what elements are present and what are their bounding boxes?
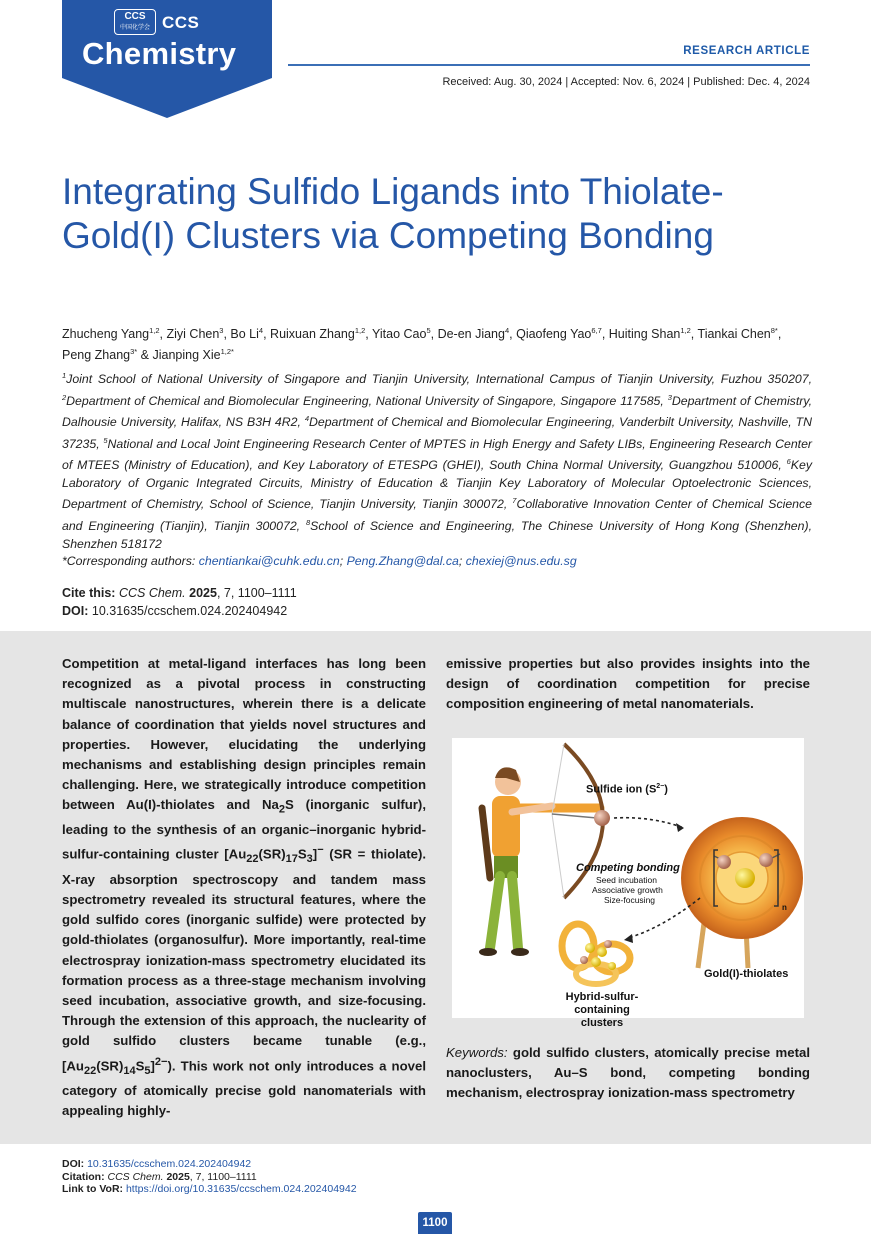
mechanism-step: Seed incubation bbox=[596, 875, 657, 885]
author-name: Ruixuan Zhang$^{1,2}$ bbox=[270, 326, 366, 342]
footer-citation-line: Citation: CCS Chem. 2025, 7, 1100–1111 bbox=[62, 1170, 257, 1183]
trajectory-arrow bbox=[614, 818, 684, 828]
bracket-subscript: n bbox=[782, 903, 787, 912]
mechanism-step: Size-focusing bbox=[604, 895, 656, 905]
affiliations: $^1$Joint School of National University of Singapore and Tianjin University, International Campus of Tianjin University, Fuzhou 350207, $^2$Department of Chemical and Biomolecular Engineering, National University of Singapore, Singapore 117585, $^3$Department of Chemistry, Dalhousie University, Halifax, NS B3H 4R2, $^4$Department of Chemical and Biomolecular Engineering, Vanderbilt University, Nashville, TN 37235, $^5$National and Local Joint Engineering Research Center of MPTES in High Energy and Safety LIBs, Engineering Research Center of MTEES (Ministry of Education), and Key Laboratory of ETESPG (GHEI), South China Normal University, Guangzhou 510006, $^6$Key Laboratory of Organic Integrated Circuits, Ministry of Education & Tianjin Key Laboratory of Molecular Optoelectronic Sciences, Department of Chemistry, School of Science, Tianjin University, Tianjin 300072, $^7$Collaborative Innovation Center of Chemical Science and Engineering (Tianjin), Tianjin 300072, $^8$School of Science and Engineering, The Chinese University of Hong Kong (Shenzhen), Shenzhen 518172 bbox=[62, 371, 813, 551]
page-number: 1100 bbox=[418, 1212, 452, 1234]
author-name: Ziyi Chen$^3$ bbox=[166, 326, 224, 342]
email-link[interactable]: Peng.Zhang@dal.ca bbox=[346, 554, 459, 568]
vor-link[interactable]: https://doi.org/10.31635/ccschem.024.202404942 bbox=[125, 1183, 357, 1195]
affiliation-item: School of Science and Engineering, The Chinese University of Hong Kong (Shenzhen), Shenzhen 518172 bbox=[62, 519, 812, 551]
header-rule bbox=[288, 64, 810, 66]
affiliation-item: National and Local Joint Engineering Research Center of MPTES in High Energy and Safety LIBs, Engineering Research Center of MTEES (Ministry of Education), and Key Laboratory of ETESPG (GHEI), South China Normal University, Guangzhou 510006, bbox=[62, 436, 813, 473]
citation-block bbox=[62, 584, 297, 620]
article-type: RESEARCH ARTICLE bbox=[683, 45, 810, 57]
logo-chemistry-text: Chemistry bbox=[82, 36, 237, 71]
footer-doi: DOI: 10.31635/ccschem.024.202404942 bbox=[62, 1158, 252, 1170]
logo-ccs-text: CCS bbox=[162, 13, 200, 32]
publication-dates: Received: Aug. 30, 2024 | Accepted: Nov. 6, 2024 | Published: Dec. 4, 2024 bbox=[442, 76, 810, 88]
gold-thiolates-label: Gold(I)-thiolates bbox=[704, 968, 789, 980]
article-title: Integrating Sulfido Ligands into Thiolate-Gold(I) Clusters via Competing Bonding bbox=[62, 171, 724, 256]
journal-logo bbox=[62, 0, 272, 118]
affiliation-item: Key Laboratory of Organic Integrated Circuits, Ministry of Education & Tianjin Key Laboratory of Molecular Optoelectronic Sciences, Department of Chemistry, School of Science, Tianjin University, Tianjin 300072, bbox=[62, 458, 812, 512]
footer-citation bbox=[62, 1158, 357, 1196]
hybrid-cluster-illustration bbox=[562, 924, 630, 984]
affiliation-item: Department of Chemical and Biomolecular Engineering, Vanderbilt University, Nashville, TN 37235, bbox=[62, 415, 812, 451]
abstract-text-continued: emissive properties but also provides insights into the design of coordination competition for precise composition engineering of metal nanomaterials. bbox=[446, 656, 810, 712]
author-name: Jianping Xie$^{1,2*}$ bbox=[152, 347, 234, 363]
author-name: Huiting Shan$^{1,2}$ bbox=[608, 326, 691, 342]
author-name: Yitao Cao$^5$ bbox=[372, 326, 431, 342]
competing-bonding-label: Competing bonding bbox=[576, 862, 680, 874]
footer-vor: Link to VoR: https://doi.org/10.31635/ccschem.024.202404942 bbox=[62, 1183, 357, 1195]
author-list: Zhucheng Yang$^{1,2}$, Ziyi Chen$^3$, Bo Li$^4$, Ruixuan Zhang$^{1,2}$, Yitao Cao$^5$, De-en Jiang$^4$, Qiaofeng Yao$^{6,7}$, Huiting Shan$^{1,2}$, Tiankai Chen$^{8*}$, Peng Zhang$^{3*}$ & Jianping Xie$^{1,2*}$ bbox=[62, 326, 782, 363]
abstract-text: Competition at metal-ligand interfaces has long been recognized as a pivotal process in constructing multiscale nanostructures, wherein there is a delicate balance of coordination that yields novel structures and properties. However, elucidating the underlying mechanisms and establishing design principles remain challenging. Here, we strategically introduce competition between Au(I)-thiolates and $Na_2S$ (inorganic sulfur), leading to the synthesis of an organic–inorganic hybrid-sulfur-containing cluster $[Au_{22}(SR)_{17}S_3]^-$ (SR = thiolate). X-ray absorption spectroscopy and tandem mass spectrometry revealed its structural features, where the gold sulfido cores (inorganic sulfide) were protected by gold-thiolates (organosulfur). More importantly, real-time electrospray ionization-mass spectrometry elucidated its formation process as a three-stage mechanism involving seed incubation, associative growth, and size-focusing. Through the extension of this approach, the nuclearity of gold sulfido clusters became tunable (e.g., $[Au_{22}(SR)_{14}S_5]^{2-}$). This work not only introduces a novel category of atomically precise gold nanomaterials with appealing highly- bbox=[62, 656, 426, 1118]
toc-graphic bbox=[452, 738, 804, 1029]
author-name: Zhucheng Yang$^{1,2}$ bbox=[62, 326, 160, 342]
doi-link[interactable]: 10.31635/ccschem.024.202404942 bbox=[87, 1158, 252, 1170]
affiliation-item: Collaborative Innovation Center of Chemical Science and Engineering (Tianjin), Tianjin 300072, bbox=[62, 497, 813, 534]
logo-ccs-badge: CCS 中国化学会 bbox=[114, 9, 156, 35]
sulfide-ion-ball bbox=[594, 810, 610, 826]
mechanism-step: Associative growth bbox=[592, 885, 663, 895]
email-link[interactable]: chexiej@nus.edu.sg bbox=[465, 554, 577, 568]
keywords: Keywords: gold sulfido clusters, atomically precise metal nanoclusters, Au–S bond, competing bonding mechanism, electrospray ionization-mass spectrometry bbox=[446, 1045, 810, 1101]
author-name: Peng Zhang$^{3*}$ bbox=[62, 347, 138, 363]
author-name: De-en Jiang$^4$ bbox=[437, 326, 510, 342]
author-name: Tiankai Chen$^{8*}$ bbox=[697, 326, 778, 342]
affiliation-item: Joint School of National University of Singapore and Tianjin University, International Campus of Tianjin University, Fuzhou 350207, bbox=[66, 372, 812, 387]
sulfide-ion-label: Sulfide ion $(S^{2-})$ bbox=[586, 783, 668, 796]
affiliation-item: Department of Chemical and Biomolecular Engineering, National University of Singapore, Singapore 117585, bbox=[66, 393, 668, 408]
author-name: Bo Li$^4$ bbox=[230, 326, 264, 342]
affiliation-item: Department of Chemistry, Dalhousie University, Halifax, NS B3H 4R2, bbox=[62, 393, 812, 430]
cite-this: Cite this: CCS Chem. 2025, 7, 1100–1111 bbox=[62, 586, 297, 600]
email-link[interactable]: chentiankai@cuhk.edu.cn bbox=[198, 554, 340, 568]
author-name: Qiaofeng Yao$^{6,7}$ bbox=[516, 326, 602, 342]
corresponding-authors: *Corresponding authors: chentiankai@cuhk.edu.cn; Peng.Zhang@dal.ca; chexiej@nus.edu.sg bbox=[62, 554, 577, 568]
doi-line: DOI: 10.31635/ccschem.024.202404942 bbox=[62, 604, 288, 618]
hybrid-cluster-label: Hybrid-sulfur- containing clusters bbox=[565, 991, 639, 1029]
